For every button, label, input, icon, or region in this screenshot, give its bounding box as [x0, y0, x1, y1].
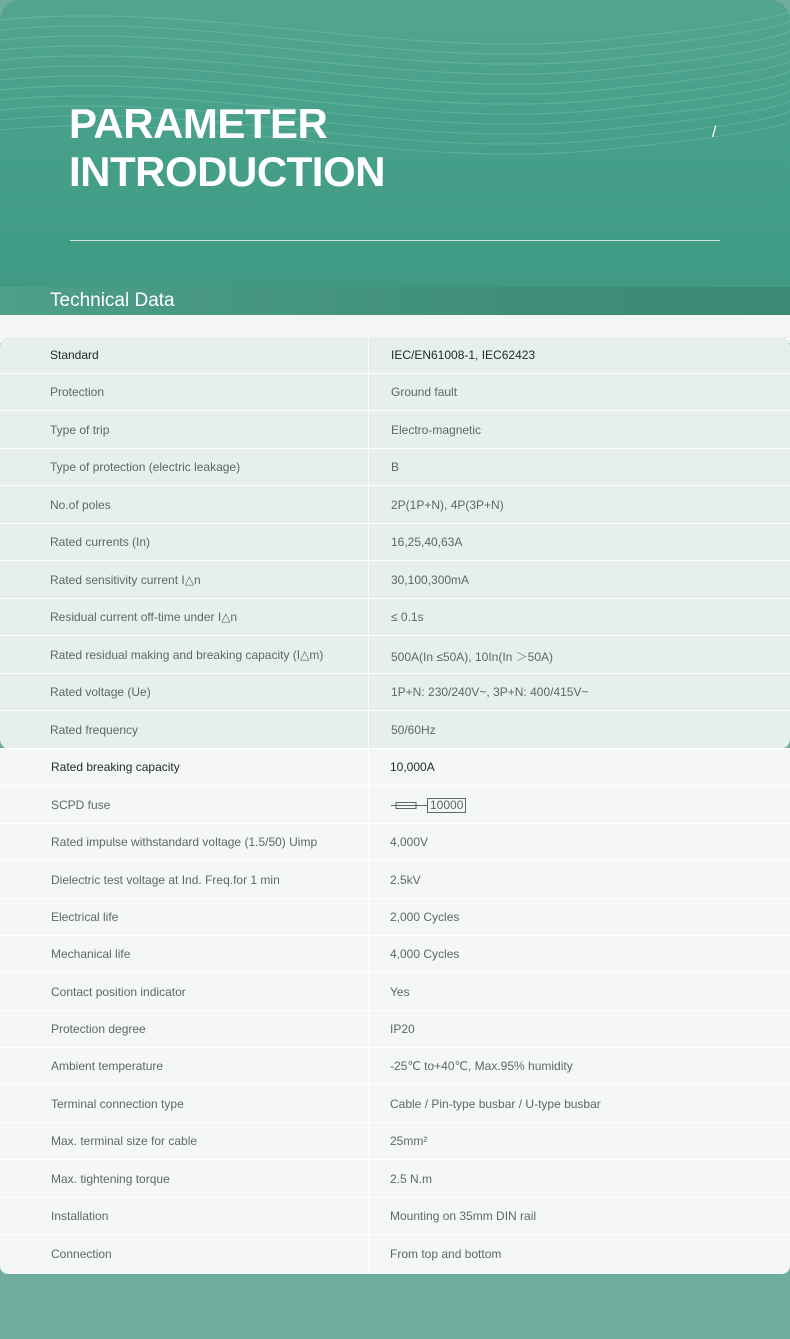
section-title: Technical Data [50, 290, 175, 311]
spec-label: Connection [51, 1247, 112, 1261]
table-row [0, 487, 790, 524]
fuse-icon [391, 798, 427, 813]
table-row [0, 899, 790, 936]
table-row [0, 1198, 790, 1235]
table-row [0, 374, 790, 411]
spec-value: Mounting on 35mm DIN rail [390, 1209, 537, 1223]
spec-label: Rated residual making and breaking capacity (I△m) [50, 648, 324, 662]
table-row [0, 412, 790, 449]
spec-label: Max. terminal size for cable [51, 1134, 198, 1148]
table-row [0, 749, 790, 786]
table-row [0, 599, 790, 636]
spec-label: Rated currents (In) [50, 535, 151, 549]
spec-value [391, 798, 466, 813]
table-row [0, 1086, 790, 1123]
spec-value: B [391, 460, 400, 474]
spec-value: Cable / Pin-type busbar / U-type busbar [390, 1097, 601, 1111]
spec-value: 500A(In ≤50A), 10In(In ＞50A) [391, 650, 554, 664]
spec-value: 4,000V [390, 835, 429, 849]
table-row [0, 1123, 790, 1160]
hero-banner [0, 0, 790, 290]
spec-value: IP20 [390, 1022, 415, 1036]
spec-label: Rated breaking capacity [51, 760, 180, 774]
spec-value: 16,25,40,63A [391, 535, 463, 549]
spec-value: 25mm² [390, 1134, 428, 1148]
spec-label: Ambient temperature [51, 1059, 164, 1073]
table-row [0, 787, 790, 824]
spec-label: Installation [51, 1209, 109, 1223]
spec-label: Contact position indicator [51, 985, 186, 999]
spec-label: Rated frequency [50, 723, 139, 737]
spec-value: 1P+N: 230/240V~, 3P+N: 400/415V~ [391, 685, 589, 699]
spec-value: IEC/EN61008-1, IEC62423 [391, 348, 536, 362]
spec-value: -25℃ to+40℃, Max.95% humidity [390, 1059, 573, 1073]
section-header [0, 287, 790, 315]
table-row [0, 449, 790, 486]
spec-label: Dielectric test voltage at Ind. Freq.for 1 min [51, 873, 280, 887]
spec-label: No.of poles [50, 498, 111, 512]
table-row [0, 524, 790, 561]
spec-value: 30,100,300mA [391, 573, 470, 587]
title-line-2: INTRODUCTION [69, 148, 385, 195]
spec-value: 2.5 N.m [390, 1172, 433, 1186]
table-row [0, 1048, 790, 1085]
table-row [0, 637, 790, 674]
spec-label: Rated voltage (Ue) [50, 685, 151, 699]
spec-value: 4,000 Cycles [390, 947, 460, 961]
table-row [0, 562, 790, 599]
title-divider [70, 240, 720, 241]
page-title [69, 100, 385, 196]
table-row [0, 674, 790, 711]
spec-label: Terminal connection type [51, 1097, 184, 1111]
fuse-rating: 10000 [427, 798, 466, 813]
spec-value: Electro-magnetic [391, 423, 482, 437]
table-row [0, 936, 790, 973]
spec-label: Standard [50, 348, 99, 362]
spec-value: Ground fault [391, 385, 458, 399]
spec-label: Electrical life [51, 910, 119, 924]
spec-value: ≤ 0.1s [391, 610, 424, 624]
table-row [0, 974, 790, 1011]
spec-label: Max. tightening torque [51, 1172, 170, 1186]
table-row [0, 337, 790, 374]
table-row [0, 1236, 790, 1273]
spec-label: Type of protection (electric leakage) [50, 460, 241, 474]
spec-label: Rated impulse withstandard voltage (1.5/50) Uimp [51, 835, 318, 849]
spec-label: Protection [50, 385, 105, 399]
spec-value: From top and bottom [390, 1247, 502, 1261]
footer-band [0, 1282, 790, 1339]
spec-label: Protection degree [51, 1022, 146, 1036]
spec-label: Rated sensitivity current I△n [50, 573, 201, 587]
spec-label: SCPD fuse [51, 798, 111, 812]
spec-value: 2.5kV [390, 873, 421, 887]
spec-value: Yes [390, 985, 410, 999]
table-row [0, 1011, 790, 1048]
spec-label: Type of trip [50, 423, 110, 437]
spec-value: 2,000 Cycles [390, 910, 460, 924]
spec-value: 2P(1P+N), 4P(3P+N) [391, 498, 504, 512]
title-line-1: PARAMETER [69, 100, 328, 147]
slash-mark: / [712, 124, 717, 141]
spec-value: 50/60Hz [391, 723, 436, 737]
table-row [0, 1161, 790, 1198]
table-row [0, 824, 790, 861]
table-row [0, 862, 790, 899]
spec-label: Mechanical life [51, 947, 131, 961]
spec-value: 10,000A [390, 760, 435, 774]
spec-label: Residual current off-time under I△n [50, 610, 238, 624]
table-row [0, 712, 790, 749]
